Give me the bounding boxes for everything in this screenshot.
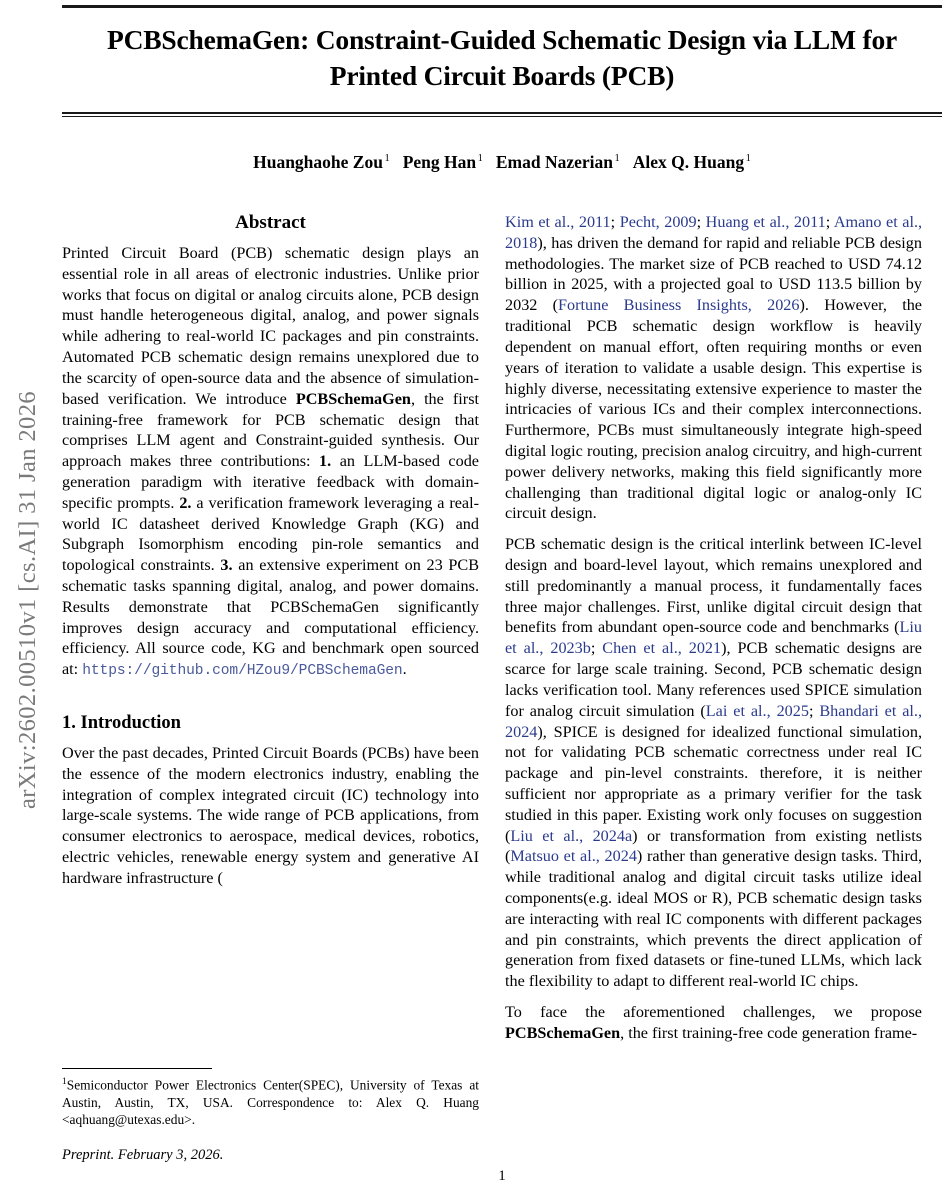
- cite-sep-1: ;: [610, 213, 620, 231]
- intro-para2-text-a: PCB schematic design is the critical interlink between IC-level design and board-level layout, which remains unexplored and still predominantly a manual process, it fundamentally faces three major challenges. First, unlike digital circuit design that benefits from abundant open-source code and benchmarks (: [505, 535, 922, 637]
- intro-paragraph-2: [505, 534, 922, 992]
- citation-lai-2025[interactable]: Lai et al., 2025: [705, 701, 809, 720]
- abstract-bold-2: 1.: [319, 452, 332, 471]
- affiliation-footnote: [62, 1076, 479, 1129]
- title-block: [62, 22, 942, 94]
- cite-sep-6: ;: [590, 639, 603, 658]
- abstract-part-2: , the first training-free framework for PCB schematic design that comprises LLM agent and Constraint-guided synthesis. Our approach makes three contributions:: [62, 389, 479, 471]
- citation-huang-2011[interactable]: Huang et al., 2011: [705, 213, 826, 231]
- abstract-heading: Abstract: [235, 212, 306, 233]
- page-number: 1: [498, 1168, 506, 1184]
- intro-para2-text-e: ) rather than generative design tasks. Third, while traditional analog and digital circuit tasks utilize ideal components(e.g. ideal MOS or R), PCB schematic design tasks are interacting with real IC components with different packages and pin constraints, which prevents the direct application of generation from fixed datasets or fine-tuned LLMs, which lack the flexibility to adapt to different real-world IC chips.: [505, 847, 922, 991]
- abstract-part-6: .: [402, 660, 407, 679]
- citation-liu-2024a[interactable]: Liu et al., 2024a: [510, 826, 633, 845]
- footnote-mark: 1: [62, 1077, 67, 1087]
- arxiv-stamp: [0, 0, 56, 1200]
- section-spacer: [62, 691, 479, 713]
- section-heading-introduction: 1. Introduction: [62, 713, 181, 733]
- intro-paragraph-1-left: [62, 743, 479, 889]
- citation-pecht-2009[interactable]: Pecht, 2009: [619, 213, 697, 231]
- author-3-name: Alex Q. Huang: [632, 152, 745, 172]
- intro-para3-text-b: , the first training-free code generation frame-: [620, 1023, 918, 1042]
- abstract-bold-1: PCBSchemaGen: [295, 389, 411, 408]
- abstract-bold-4: 3.: [220, 556, 233, 575]
- intro-para2-text-c: ), SPICE is designed for idealized functional simulation, not for validating PCB schematic correctness under real IC package and pin-level constraints. therefore, it is neither sufficient nor appropriate as a primary verifier for the task studied in this paper. Existing work only focuses on suggestion (: [505, 722, 922, 845]
- abstract-part-4: a verification framework leveraging a real-world IC datasheet derived Knowledge Graph (KG) and Subgraph Isomorphism encoding pin-role semantics and topological constraints.: [62, 493, 479, 575]
- preprint-notice: Preprint. February 3, 2026.: [62, 1146, 224, 1163]
- abstract-part-5: an extensive experiment on 23 PCB schematic tasks spanning digital, analog, and power domains. Results demonstrate that PCBSchemaGen significantly improves design accuracy and computational efficiency. efficiency. All source code, KG and benchmark open sourced at:: [62, 556, 479, 679]
- intro-para1-text-b: ), has driven the demand for rapid and reliable PCB design methodologies. The market size of PCB reached to USD 74.12 billion in 2025, with a projected goal to USD 113.5 billion by 2032 (: [505, 233, 922, 315]
- title-rule-thin: [62, 116, 942, 117]
- author-2-affiliation-mark: 1: [614, 153, 620, 165]
- author-0: [253, 152, 390, 172]
- abstract-text: [62, 243, 479, 681]
- page-title: PCBSchemaGen: Constraint-Guided Schematic Design via LLM for Printed Circuit Boards (PCB): [106, 24, 898, 91]
- intro-para2-text-b: ), PCB schematic designs are scarce for large scale training. Second, PCB schematic design lacks verification tool. Many references used SPICE simulation for analog circuit simulation (: [505, 639, 922, 720]
- citation-chen-2021[interactable]: Chen et al., 2021: [602, 639, 722, 658]
- paper-page: [62, 0, 942, 1200]
- intro-paragraph-3: [505, 1002, 922, 1044]
- citation-liu-2023b[interactable]: Liu et al., 2023b: [505, 618, 922, 658]
- citation-bhandari-2024[interactable]: Bhandari et al., 2024: [505, 701, 923, 741]
- arxiv-stamp-text: arXiv:2602.00510v1 [cs.AI] 31 Jan 2026: [14, 390, 41, 810]
- author-2-name: Emad Nazerian: [495, 152, 614, 172]
- intro-para2-text-d: ) or transformation from existing netlists (: [505, 826, 923, 866]
- header-rule-top: [62, 5, 942, 8]
- abstract-part-1: Printed Circuit Board (PCB) schematic design plays an essential role in all areas of electronic industries. Unlike prior works that focus on digital or analog circuits alone, PCB design must handle heterogeneous digital, analog, and power signals while adhering to real-world IC packages and pin constraints. Automated PCB schematic design remains unexplored due to the scarcity of open-source data and the absence of simulation-based verification. We introduce: [62, 244, 479, 408]
- cite-sep-2: ;: [696, 213, 706, 231]
- intro-para3-text-a: To face the aforementioned challenges, we propose: [505, 1003, 922, 1022]
- footnote-block: [62, 1068, 479, 1164]
- citation-matsuo-2024[interactable]: Matsuo et al., 2024: [510, 847, 637, 866]
- intro-paragraph-1-right: [505, 212, 922, 524]
- footnote-rule: [62, 1068, 212, 1069]
- repository-url-link[interactable]: https://github.com/HZou9/PCBSchemaGen: [82, 663, 403, 680]
- author-2: [496, 152, 620, 172]
- author-3-affiliation-mark: 1: [745, 153, 751, 165]
- footnote-text: Semiconductor Power Electronics Center(SPEC), University of Texas at Austin, Austin, TX, USA. Correspondence to: Alex Q. Huang <aqhuang@utexas.edu>.: [62, 1077, 479, 1128]
- abstract-bold-3: 2.: [179, 493, 192, 512]
- cite-sep-3: ;: [825, 213, 834, 231]
- abstract-part-3: an LLM-based code generation paradigm with iterative feedback with domain-specific prompts.: [62, 452, 479, 512]
- author-0-affiliation-mark: 1: [384, 153, 390, 165]
- intro-para3-bold: PCBSchemaGen: [505, 1023, 621, 1042]
- citation-amano-2018[interactable]: Amano et al., 2018: [505, 213, 923, 252]
- author-list: [62, 152, 942, 173]
- intro-para1-text-a: Over the past decades, Printed Circuit Boards (PCBs) have been the essence of the modern electronics industry, enabling the integration of complex integrated circuit (IC) technology into large-scale systems. The wide range of PCB applications, from consumer electronics to aerospace, medical devices, robotics, electric vehicles, renewable energy system and generative AI hardware infrastructure (: [62, 744, 479, 887]
- intro-para1-text-c: ). However, the traditional PCB schematic design workflow is heavily dependent on manual effort, often requiring months or even years of iteration to validate a usable design. This expertise is highly diverse, necessitating extensive experience to master the intricacies of various ICs and their complex interconnections. Furthermore, PCBs must simultaneously integrate high-speed digital logic routing, precision analog circuitry, and high-current power delivery networks, making this field significantly more challenging than traditional digital logic or analog-only IC circuit design.: [505, 296, 922, 523]
- citation-kim-2011[interactable]: Kim et al., 2011: [505, 213, 611, 231]
- author-1-affiliation-mark: 1: [477, 153, 483, 165]
- left-column: [62, 212, 479, 899]
- author-1-name: Peng Han: [402, 152, 477, 172]
- author-0-name: Huanghaohe Zou: [253, 152, 383, 172]
- author-1: [403, 152, 483, 172]
- title-rule-double: [62, 112, 942, 117]
- right-column: [505, 212, 922, 1044]
- citation-fortune-business-insights-2026[interactable]: Fortune Business Insights, 2026: [558, 296, 800, 315]
- cite-sep-8: ;: [808, 701, 820, 720]
- title-rule-thick: [62, 112, 942, 114]
- author-3: [633, 152, 751, 172]
